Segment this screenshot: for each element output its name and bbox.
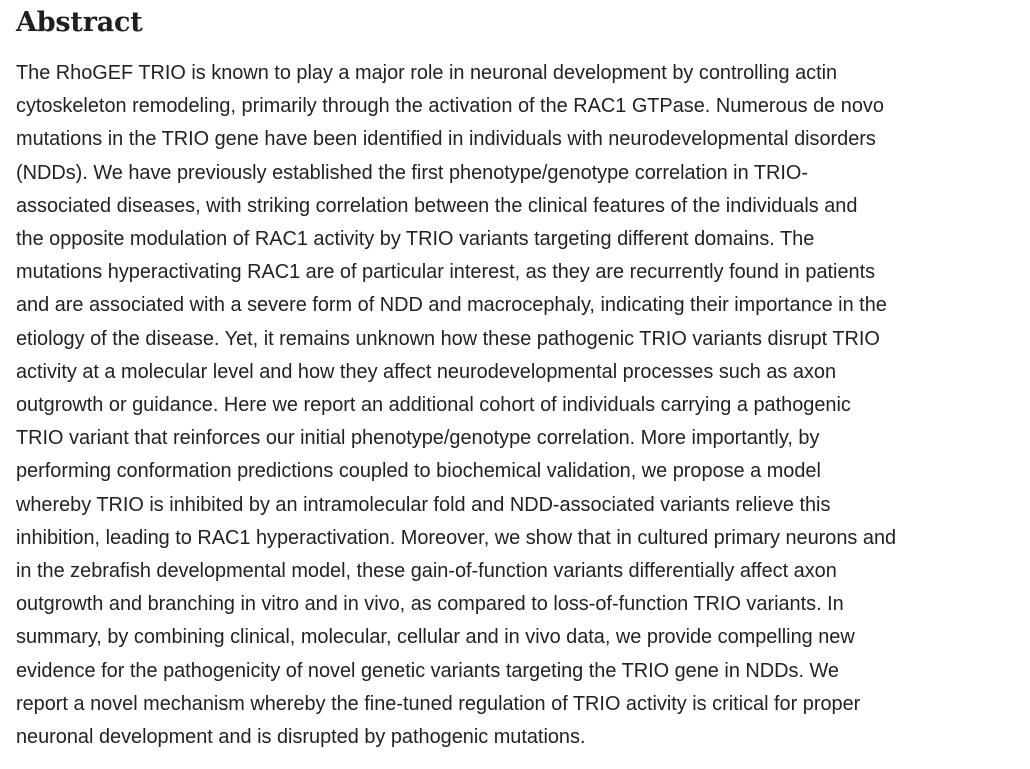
abstract-line: performing conformation predictions coupled to biochemical validation, we propose a model xyxy=(16,460,821,483)
abstract-body xyxy=(16,57,1016,754)
abstract-line: inhibition, leading to RAC1 hyperactivation. Moreover, we show that in cultured primary neurons and xyxy=(16,526,897,549)
abstract-line: and are associated with a severe form of NDD and macrocephaly, indicating their importance in the xyxy=(16,294,887,317)
abstract-line: The RhoGEF TRIO is known to play a major role in neuronal development by controlling actin xyxy=(16,62,838,84)
abstract-line: activity at a molecular level and how they affect neurodevelopmental processes such as axon xyxy=(16,360,837,383)
abstract-line: TRIO variant that reinforces our initial phenotype/genotype correlation. More importantly, by xyxy=(16,427,820,450)
abstract-line: etiology of the disease. Yet, it remains unknown how these pathogenic TRIO variants disrupt TRIO xyxy=(16,327,880,350)
abstract-line: evidence for the pathogenicity of novel genetic variants targeting the TRIO gene in NDDs. We xyxy=(16,659,839,682)
abstract-line: report a novel mechanism whereby the fine-tuned regulation of TRIO activity is critical for proper xyxy=(16,692,861,715)
abstract-line: cytoskeleton remodeling, primarily through the activation of the RAC1 GTPase. Numerous de novo xyxy=(16,95,884,118)
abstract-line: associated diseases, with striking correlation between the clinical features of the individuals and xyxy=(16,194,858,217)
abstract-section xyxy=(16,4,1016,754)
abstract-line: (NDDs). We have previously established the first phenotype/genotype correlation in TRIO- xyxy=(16,161,808,184)
abstract-line: summary, by combining clinical, molecular, cellular and in vivo data, we provide compelling new xyxy=(16,626,855,649)
abstract-line: mutations hyperactivating RAC1 are of particular interest, as they are recurrently found in patients xyxy=(16,261,876,284)
abstract-line: mutations in the TRIO gene have been identified in individuals with neurodevelopmental disorders xyxy=(16,128,876,151)
abstract-line: the opposite modulation of RAC1 activity by TRIO variants targeting different domains. The xyxy=(16,228,815,251)
abstract-line: outgrowth and branching in vitro and in vivo, as compared to loss-of-function TRIO variants. In xyxy=(16,593,844,616)
abstract-line: outgrowth or guidance. Here we report an additional cohort of individuals carrying a pathogenic xyxy=(16,394,851,417)
abstract-line: whereby TRIO is inhibited by an intramolecular fold and NDD-associated variants relieve this xyxy=(16,493,831,516)
abstract-line: in the zebrafish developmental model, these gain-of-function variants differentially affect axon xyxy=(16,560,837,583)
abstract-line: neuronal development and is disrupted by pathogenic mutations. xyxy=(16,726,586,749)
abstract-heading: Abstract xyxy=(16,7,143,38)
